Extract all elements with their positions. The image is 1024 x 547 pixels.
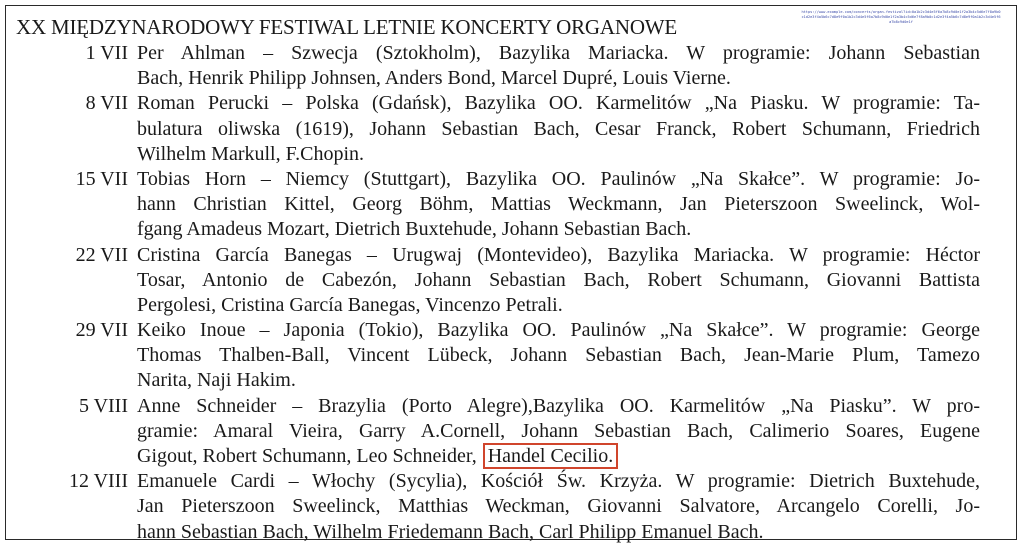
highlighted-composer-name: Handel Cecilio. bbox=[483, 443, 619, 469]
concert-entry bbox=[6, 243, 1016, 319]
description-line: Cristina García Banegas – Urugwaj (Montevideo), Bazylika Mariacka. W programie: Héctor bbox=[137, 243, 980, 266]
description-line: Tosar, Antonio de Cabezón, Johann Sebastian Bach, Robert Schumann, Giovanni Battista bbox=[137, 268, 980, 291]
concert-description bbox=[137, 318, 980, 394]
concert-entry bbox=[6, 41, 1016, 91]
concert-date: 5 VIII bbox=[78, 394, 128, 417]
description-line: Jan Pieterszoon Sweelinck, Matthias Weckman, Giovanni Salvatore, Arcangelo Corelli, Jo- bbox=[137, 495, 980, 518]
description-line bbox=[137, 444, 980, 469]
concert-entry bbox=[6, 469, 1016, 545]
document-page bbox=[5, 5, 1017, 543]
concert-description bbox=[137, 41, 980, 91]
description-line: Bach, Henrik Philipp Johnsen, Anders Bond, Marcel Dupré, Louis Vierne. bbox=[137, 67, 731, 90]
description-line: bulatura oliwska (1619), Johann Sebastian Bach, Cesar Franck, Robert Schumann, Friedrich bbox=[137, 117, 980, 140]
description-line: Emanuele Cardi – Włochy (Sycylia), Kościół Św. Krzyża. W programie: Dietrich Buxtehude, bbox=[137, 470, 980, 493]
concert-date: 29 VII bbox=[75, 319, 128, 342]
concert-date: 15 VII bbox=[75, 167, 128, 190]
concert-description bbox=[137, 167, 980, 243]
description-line: gramie: Amaral Vieira, Garry A.Cornell, Johann Sebastian Bach, Calimerio Soares, Eugene bbox=[137, 419, 980, 442]
concert-description bbox=[137, 394, 980, 470]
description-line: hann Sebastian Bach, Wilhelm Friedemann Bach, Carl Philipp Emanuel Bach. bbox=[137, 520, 764, 543]
description-line: Tobias Horn – Niemcy (Stuttgart), Bazylika OO. Paulinów „Na Skałce”. W programie: Jo- bbox=[137, 167, 980, 190]
concert-entry bbox=[6, 394, 1016, 470]
concert-date: 22 VII bbox=[75, 243, 128, 266]
description-line: Anne Schneider – Brazylia (Porto Alegre),Bazylika OO. Karmelitów „Na Piasku”. W pro- bbox=[137, 394, 980, 417]
concert-description bbox=[137, 91, 980, 167]
concert-date: 12 VIII bbox=[68, 470, 128, 493]
concert-date: 8 VII bbox=[85, 92, 128, 115]
description-line: hann Christian Kittel, Georg Böhm, Mattias Weckmann, Jan Pieterszoon Sweelinck, Wol- bbox=[137, 193, 980, 216]
description-line: Wilhelm Markull, F.Chopin. bbox=[137, 142, 365, 165]
description-line-prefix: Gigout, Robert Schumann, Leo Schneider, bbox=[137, 445, 477, 467]
concert-entry bbox=[6, 318, 1016, 394]
concert-entry bbox=[6, 91, 1016, 167]
concert-description bbox=[137, 243, 980, 319]
concert-date: 1 VII bbox=[85, 42, 128, 64]
description-line: Keiko Inoue – Japonia (Tokio), Bazylika OO. Paulinów „Na Skałce”. W programie: George bbox=[137, 319, 980, 342]
document-title: XX MIĘDZYNARODOWY FESTIWAL LETNIE KONCERTY ORGANOWE bbox=[16, 15, 678, 39]
concert-description bbox=[137, 469, 980, 545]
description-line: fgang Amadeus Mozart, Dietrich Buxtehude, Johann Sebastian Bach. bbox=[137, 218, 692, 241]
concert-entry bbox=[6, 167, 1016, 243]
concert-list bbox=[6, 41, 1016, 545]
url-watermark-stamp: https://www.example.com/concerts/organ-festival?id=0a1b2c3d4e5f6a7b8c9d0e1f2a3b4c5d6e7f8a9b0c1d2e3f4a5b6c7d8e9f0a1b2c3d4e5f6a7b8c9d0e1f2a3b4c5d6e7f8a9b0c1d2e3f4a5b6c7d8e9f0a1b2c3d4e5f6a7b8c9d0e1f bbox=[801, 10, 1001, 24]
description-line: Per Ahlman – Szwecja (Sztokholm), Bazylika Mariacka. W programie: Johann Sebastian bbox=[137, 42, 980, 64]
description-line: Thomas Thalben-Ball, Vincent Lübeck, Johann Sebastian Bach, Jean-Marie Plum, Tamezo bbox=[137, 344, 980, 367]
description-line: Roman Perucki – Polska (Gdańsk), Bazylika OO. Karmelitów „Na Piasku. W programie: Ta- bbox=[137, 92, 980, 115]
description-line: Narita, Naji Hakim. bbox=[137, 369, 296, 392]
description-line: Pergolesi, Cristina García Banegas, Vincenzo Petrali. bbox=[137, 293, 563, 316]
